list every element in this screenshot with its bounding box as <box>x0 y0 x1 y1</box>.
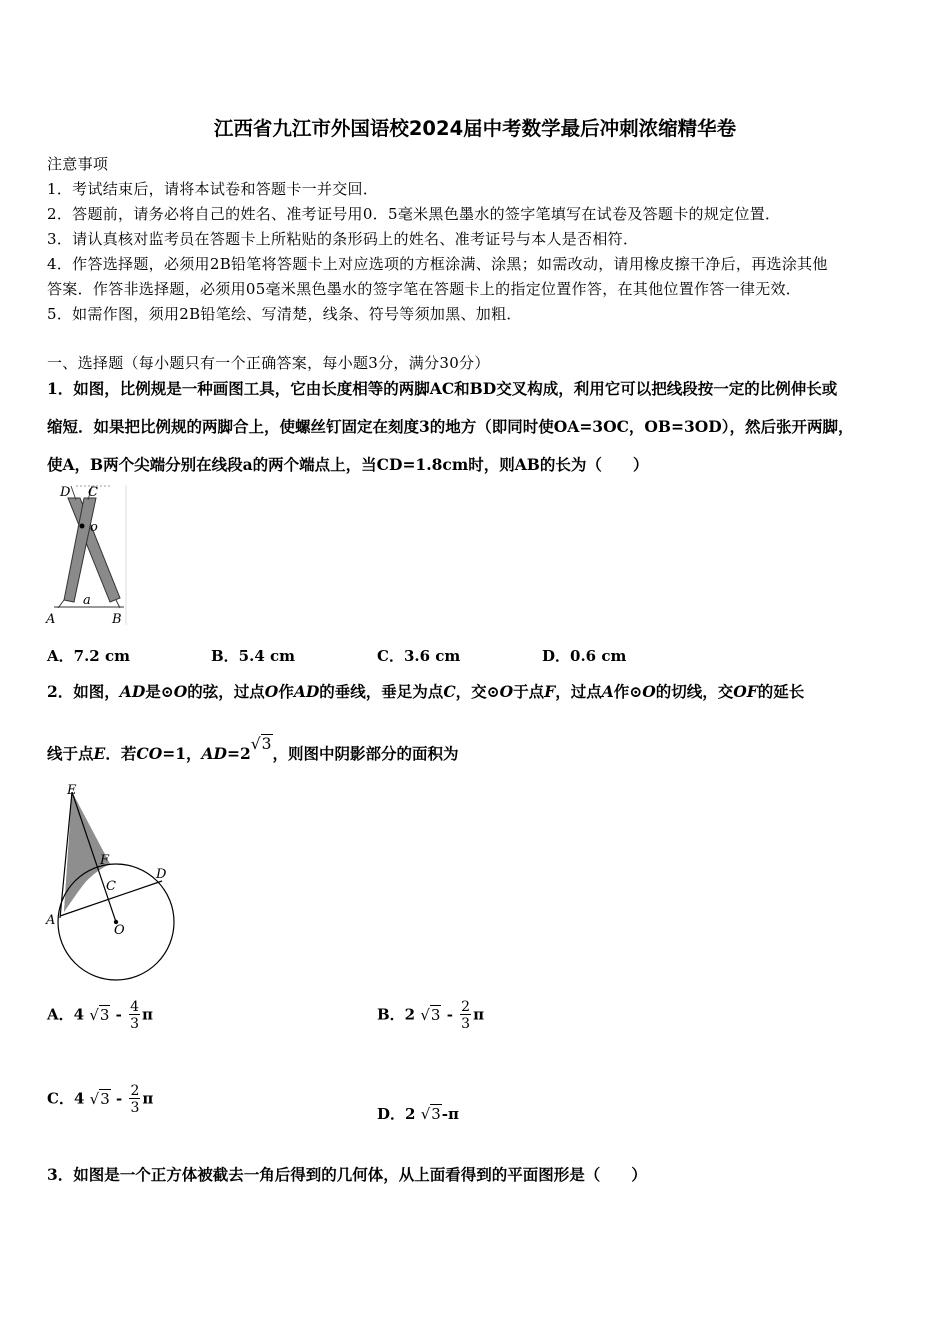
notice-item: 1．考试结束后，请将本试卷和答题卡一并交回． <box>47 180 379 198</box>
label-F: F <box>100 853 110 868</box>
label-D: D <box>156 867 167 882</box>
page-title: 江西省九江市外国语校2024届中考数学最后冲刺浓缩精华卷 <box>213 117 737 140</box>
notice-item: 答案．作答非选择题，必须用05毫米黑色墨水的签字笔在答题卡上的指定位置作答，在其他位置作答一律无效． <box>47 280 802 298</box>
q2-option-d: D．2 √3-π <box>377 1105 460 1123</box>
q2-option-a: A．4 √3 - $\frac{4}{3}$ π <box>47 999 154 1032</box>
label-a: a <box>83 593 91 608</box>
notice-item: 3．请认真核对监考员在答题卡上所粘贴的条形码上的姓名、准考证号与本人是否相符． <box>47 230 639 248</box>
label-D: D <box>60 485 71 500</box>
q1-option-d: D．0.6 cm <box>542 647 627 665</box>
label-A: A <box>46 913 56 928</box>
q1-option-b: B．5.4 cm <box>211 647 296 665</box>
label-C: C <box>88 485 98 500</box>
notice-item: 4．作答选择题，必须用2B铅笔将答题卡上对应选项的方框涂满、涂黑；如需改动，请用橡皮擦干净后，再选涂其他 <box>47 255 828 273</box>
q3-line: 3．如图是一个正方体被截去一角后得到的几何体，从上面看得到的平面图形是（ ） <box>47 1165 647 1184</box>
q1-line: 使A，B两个尖端分别在线段a的两个端点上，当CD=1.8cm时，则AB的长为（ ） <box>47 455 649 474</box>
label-B: B <box>112 612 122 627</box>
q2-figure-circle <box>40 782 180 987</box>
q2-option-c: C．4 √3 - $\frac{2}{3}$ π <box>47 1083 154 1116</box>
q2-line-2: 线于点E．若CO=1，AD=2√3，则图中阴影部分的面积为 <box>47 735 459 763</box>
q2-option-b: B．2 √3 - $\frac{2}{3}$ π <box>377 999 485 1032</box>
q1-option-c: C．3.6 cm <box>377 647 461 665</box>
notice-heading: 注意事项 <box>47 155 109 173</box>
section-heading: 一、选择题（每小题只有一个正确答案，每小题3分，满分30分） <box>47 354 490 372</box>
label-A: A <box>46 612 56 627</box>
label-O: O <box>114 923 125 938</box>
q1-figure-proportional-compass <box>40 480 140 630</box>
label-E: E <box>67 783 77 798</box>
notice-item: 5．如需作图，须用2B铅笔绘、写清楚，线条、符号等须加黑、加粗． <box>47 305 522 323</box>
q2-line-1: 2．如图，AD是⊙O的弦，过点O作AD的垂线，垂足为点C，交⊙O于点F，过点A作⊙O的切线，交OF的延长 <box>47 682 805 701</box>
q1-line: 1．如图，比例规是一种画图工具，它由长度相等的两脚AC和BD交叉构成，利用它可以把线段按一定的比例伸长或 <box>47 379 838 398</box>
label-O: o <box>90 520 98 535</box>
q1-option-a: A．7.2 cm <box>47 647 130 665</box>
notice-item: 2．答题前，请务必将自己的姓名、准考证号用0．5毫米黑色墨水的签字笔填写在试卷及答题卡的规定位置． <box>47 205 781 223</box>
q1-line: 缩短．如果把比例规的两脚合上，使螺丝钉固定在刻度3的地方（即同时使OA=3OC，OB=3OD），然后张开两脚， <box>47 417 854 436</box>
label-C: C <box>106 879 116 894</box>
